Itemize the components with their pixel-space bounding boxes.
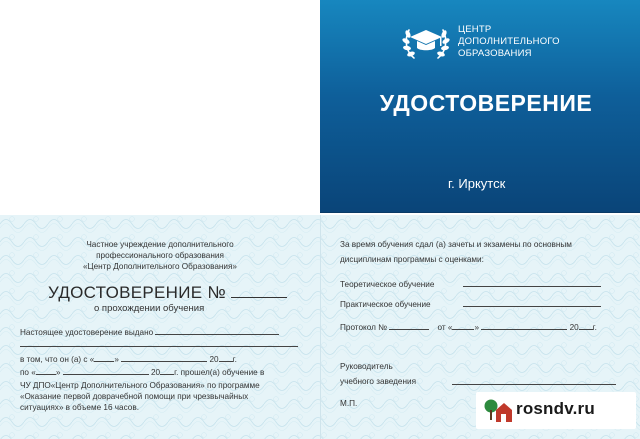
recipient-name-field-2[interactable] [20,338,298,347]
house-tree-icon [482,398,512,423]
theory-grade-line: Теоретическое обучение [340,278,601,290]
issued-to-line: Настоящее удостоверение выдано [20,326,279,338]
head-signature-line [452,376,616,388]
recipient-name-field[interactable] [155,326,279,335]
program-description: ЧУ ДПО«Центр Дополнительного Образования» по программе «Оказание первой доврачебной помощи при чрезвычайных ситуациях» в объеме 16 часов. [20,381,260,412]
cover-back-panel [0,0,320,213]
certificate-heading: УДОСТОВЕРЕНИЕ № [48,283,287,303]
protocol-year-field[interactable] [579,321,593,330]
protocol-month-field[interactable] [481,321,567,330]
blank-line [20,338,298,350]
end-date-line: по « » 20 г. прошел(а) обучение в [20,368,265,377]
practice-grade-field[interactable] [463,298,601,307]
head-signature-field[interactable] [452,376,616,385]
protocol-line: Протокол № от « » 20 г. [340,323,597,332]
stamp-label: М.П. [340,399,358,408]
page-fold [320,215,321,439]
protocol-day-field[interactable] [452,321,474,330]
cover-title: УДОСТОВЕРЕНИЕ [379,90,593,116]
exams-intro: За время обучения сдал (а) зачеты и экзамены по основным дисциплинам программы с оценками: [340,240,572,264]
graduation-cap-laurel-icon [400,18,452,66]
end-day-field[interactable] [36,366,56,375]
head-signature-label: Руководитель учебного заведения [340,362,417,386]
cover-city: г. Иркутск [448,176,506,191]
start-date-line: в том, что он (а) с « » 20 г. [20,355,237,364]
watermark-site-name: rosndv.ru [516,399,595,418]
cover-front-panel [320,0,640,213]
cover-org-name: ЦЕНТР ДОПОЛНИТЕЛЬНОГО ОБРАЗОВАНИЯ [458,24,560,59]
end-year-field[interactable] [160,366,174,375]
org-header: Частное учреждение дополнительного профессионального образования «Центр Дополнительного Образования» [82,240,237,271]
practice-grade-line: Практическое обучение [340,298,601,310]
start-day-field[interactable] [94,353,114,362]
site-watermark [476,392,636,429]
start-year-field[interactable] [219,353,233,362]
certificate-number-field[interactable] [231,283,287,298]
certificate-subheading: о прохождении обучения [94,303,205,314]
start-month-field[interactable] [121,353,207,362]
theory-grade-field[interactable] [463,278,601,287]
end-month-field[interactable] [63,366,149,375]
protocol-number-field[interactable] [389,321,429,330]
